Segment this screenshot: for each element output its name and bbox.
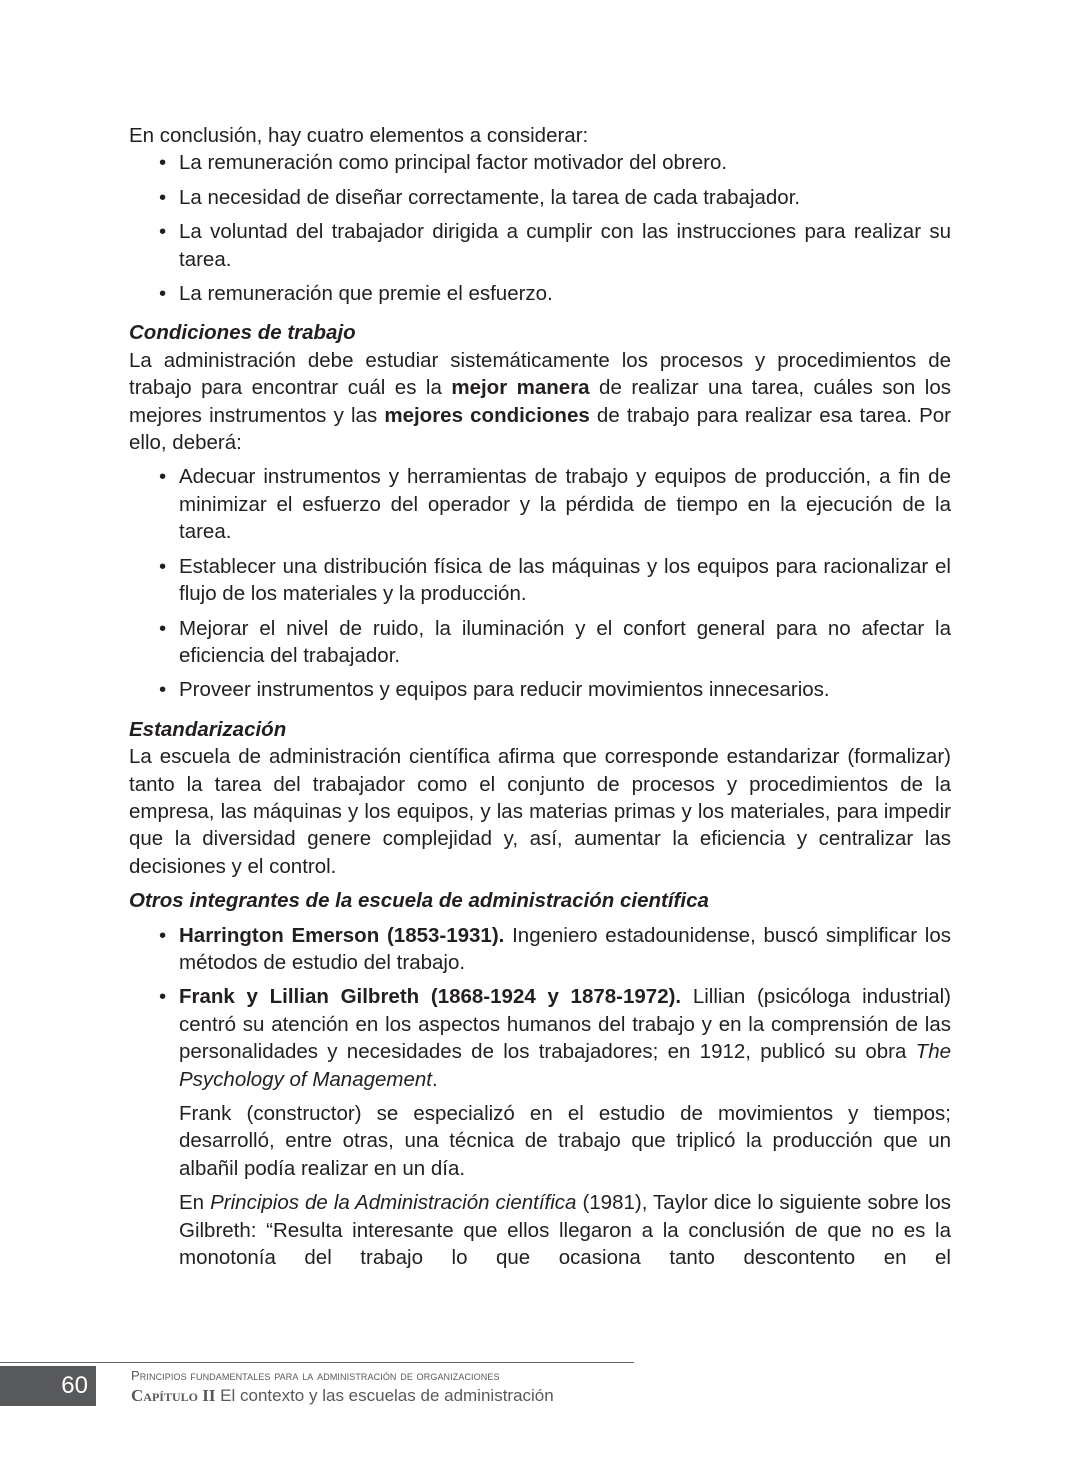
- members-list: [129, 922, 951, 1093]
- paragraph-estandarizacion: La escuela de administración científica afirma que corresponde estandarizar (formalizar) tanto la tarea del trabajador como el conjunto de procesos y procedimientos de la empresa, las máquinas y los equipos, y las materias primas y los materiales, para impedir que la diversidad genere complejidad y, así, aumentar la eficiencia y centralizar las decisiones y el control.: [129, 745, 951, 878]
- paragraph-condiciones: [129, 347, 951, 457]
- list-item: • La remuneración que premie el esfuerzo.: [179, 280, 951, 307]
- page-body: [129, 122, 951, 1271]
- text-run: .: [431, 1067, 438, 1091]
- list-item: • Adecuar instrumentos y herramientas de trabajo y equipos de producción, a fin de minimizar el esfuerzo del operador y la pérdida de tiempo en la ejecución de la tarea.: [179, 463, 951, 545]
- member-text: Lillian (psicóloga industrial) centró su atención en los aspectos humanos del trabajo y en la comprensión de las personalidades y necesidades de los trabajadores; en 1912, publicó su obra: [179, 985, 951, 1064]
- text-run: de trabajo para realizar esa tarea. Por ello, deberá:: [129, 403, 951, 455]
- chapter-title: El contexto y las escuelas de administración: [215, 1386, 554, 1405]
- paragraph-frank: Frank (constructor) se especializó en el estudio de movimientos y tiempos; desarrolló, entre otras, una técnica de trabajo que triplicó la producción que un albañil podía realizar en un día.: [179, 1102, 951, 1180]
- member-name: Frank y Lillian Gilbreth (1868-1924 y 1878-1972).: [179, 985, 682, 1009]
- list-item: • Proveer instrumentos y equipos para reducir movimientos innecesarios.: [179, 676, 951, 703]
- heading-estandarizacion: Estandarización: [129, 717, 287, 741]
- list-item-emerson: [179, 922, 951, 977]
- list-item: • Establecer una distribución física de las máquinas y los equipos para racionalizar el flujo de los materiales y la producción.: [179, 553, 951, 608]
- member-text: Ingeniero estadounidense, buscó simplificar los métodos de estudio del trabajo.: [179, 923, 951, 974]
- list-item-gilbreth: [179, 983, 951, 1093]
- text-run: (1981), Taylor dice lo siguiente sobre los Gilbreth: “Resulta interesante que ellos llegaron a la conclusión de que no es la monotonía del trabajo lo que ocasiona tanto descontento en el: [179, 1191, 951, 1270]
- text-run: En: [179, 1191, 211, 1215]
- chapter-label: Capítulo II: [131, 1386, 216, 1405]
- footer-book-title: Principios fundamentales para la administración de organizaciones: [131, 1368, 500, 1383]
- bold-run: mejores condiciones: [384, 403, 590, 427]
- book-title: Principios de la Administración científica: [210, 1191, 577, 1215]
- paragraph-taylor: [129, 1189, 951, 1271]
- elements-list: [129, 149, 951, 307]
- book-title: The Psychology of Management: [179, 1040, 951, 1091]
- list-item: • La remuneración como principal factor motivador del obrero.: [179, 149, 951, 176]
- page-number: 60: [0, 1366, 96, 1406]
- member-name: Harrington Emerson (1853-1931).: [179, 923, 505, 947]
- heading-otros: Otros integrantes de la escuela de administración científica: [129, 889, 709, 913]
- conditions-list: [129, 463, 951, 703]
- footer-divider: [0, 1362, 634, 1363]
- heading-condiciones: Condiciones de trabajo: [129, 321, 356, 345]
- bold-run: mejor manera: [451, 376, 590, 400]
- text-run: de realizar una tarea, cuáles son los mejores instrumentos y las: [129, 376, 952, 427]
- list-item: • La necesidad de diseñar correctamente, la tarea de cada trabajador.: [179, 184, 951, 211]
- footer-chapter: [131, 1386, 554, 1406]
- intro-paragraph: En conclusión, hay cuatro elementos a considerar:: [129, 124, 589, 147]
- list-item: • Mejorar el nivel de ruido, la iluminación y el confort general para no afectar la eficiencia del trabajador.: [179, 615, 951, 670]
- text-run: La administración debe estudiar sistemáticamente los procesos y procedimientos de trabajo para encontrar cuál es la: [129, 348, 951, 400]
- list-item: • La voluntad del trabajador dirigida a cumplir con las instrucciones para realizar su tarea.: [179, 218, 951, 273]
